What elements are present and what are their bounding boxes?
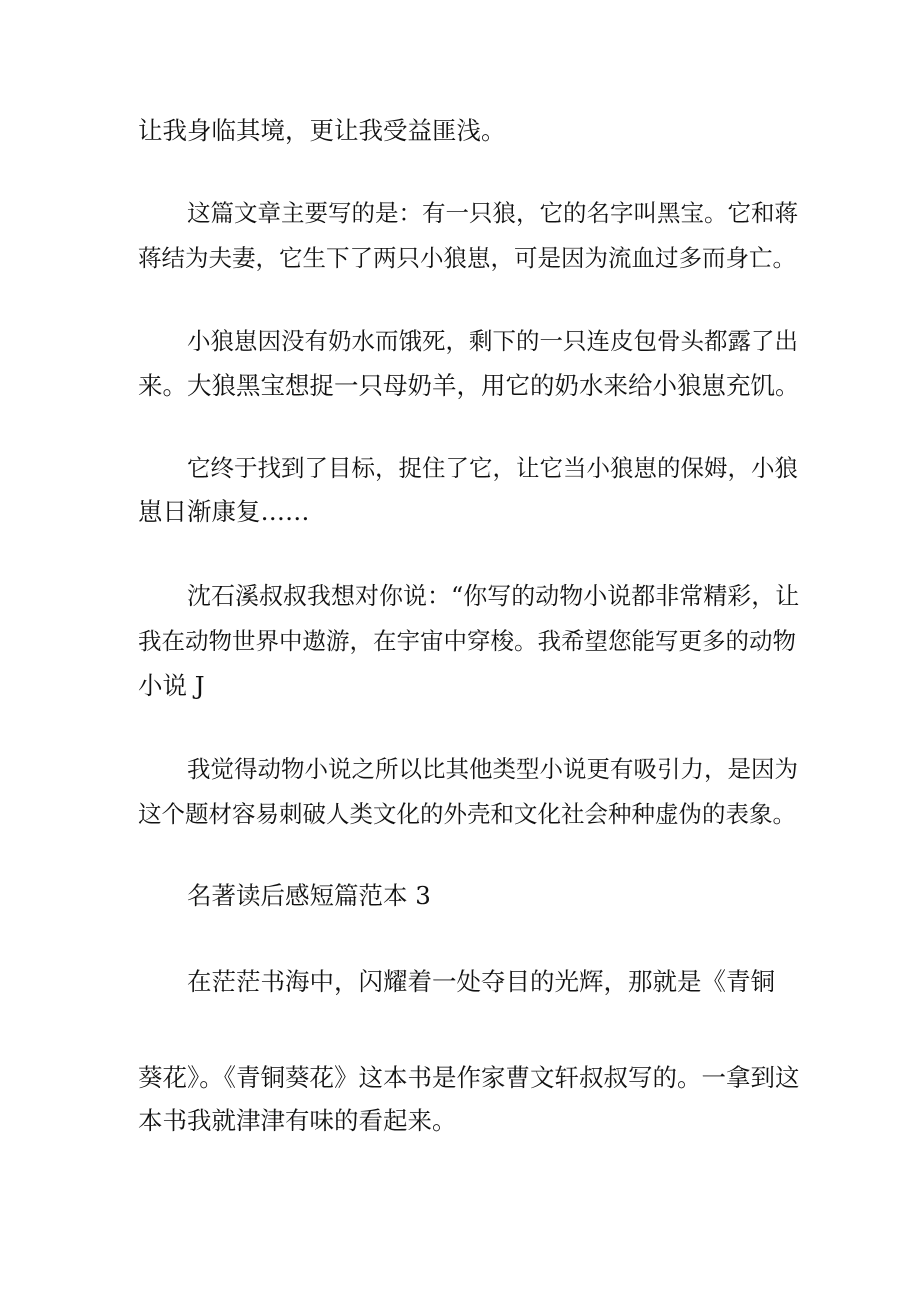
paragraph-line: 葵花》。《青铜葵花》这本书是作家曹文轩叔叔写的。一拿到这	[138, 1063, 800, 1092]
paragraph-line: 本书我就津津有味的看起来。	[138, 1106, 457, 1135]
paragraph-line: 它终于找到了目标，捉住了它，让它当小狼崽的保姆，小狼	[187, 454, 798, 482]
section-heading: 名著读后感短篇范本 3	[187, 881, 431, 910]
paragraph-line: 我在动物世界中遨游，在宇宙中穿梭。我希望您能写更多的动物	[138, 627, 796, 655]
paragraph-line: 蒋结为夫妻，它生下了两只小狼崽，可是因为流血过多而身亡。	[138, 244, 796, 272]
paragraph-line: 沈石溪叔叔我想对你说：“你写的动物小说都非常精彩，让	[187, 582, 800, 610]
paragraph-line: 小狼崽因没有奶水而饿死，剩下的一只连皮包骨头都露了出	[187, 327, 798, 355]
paragraph-line: 这个题材容易刺破人类文化的外壳和文化社会种种虚伪的表象。	[138, 800, 796, 828]
paragraph-line: 我觉得动物小说之所以比其他类型小说更有吸引力，是因为	[187, 755, 798, 783]
paragraph-line: 这篇文章主要写的是：有一只狼，它的名字叫黑宝。它和蒋	[187, 199, 798, 227]
paragraph-line: 在茫茫书海中，闪耀着一处夺目的光辉，那就是《青铜	[187, 967, 775, 996]
paragraph-line: 让我身临其境，更让我受益匪浅。	[138, 116, 506, 145]
paragraph-line: 崽日渐康复……	[138, 497, 310, 526]
paragraph-line: 小说 J	[138, 671, 205, 700]
paragraph-line: 来。大狼黑宝想捉一只母奶羊，用它的奶水来给小狼崽充饥。	[138, 371, 800, 400]
